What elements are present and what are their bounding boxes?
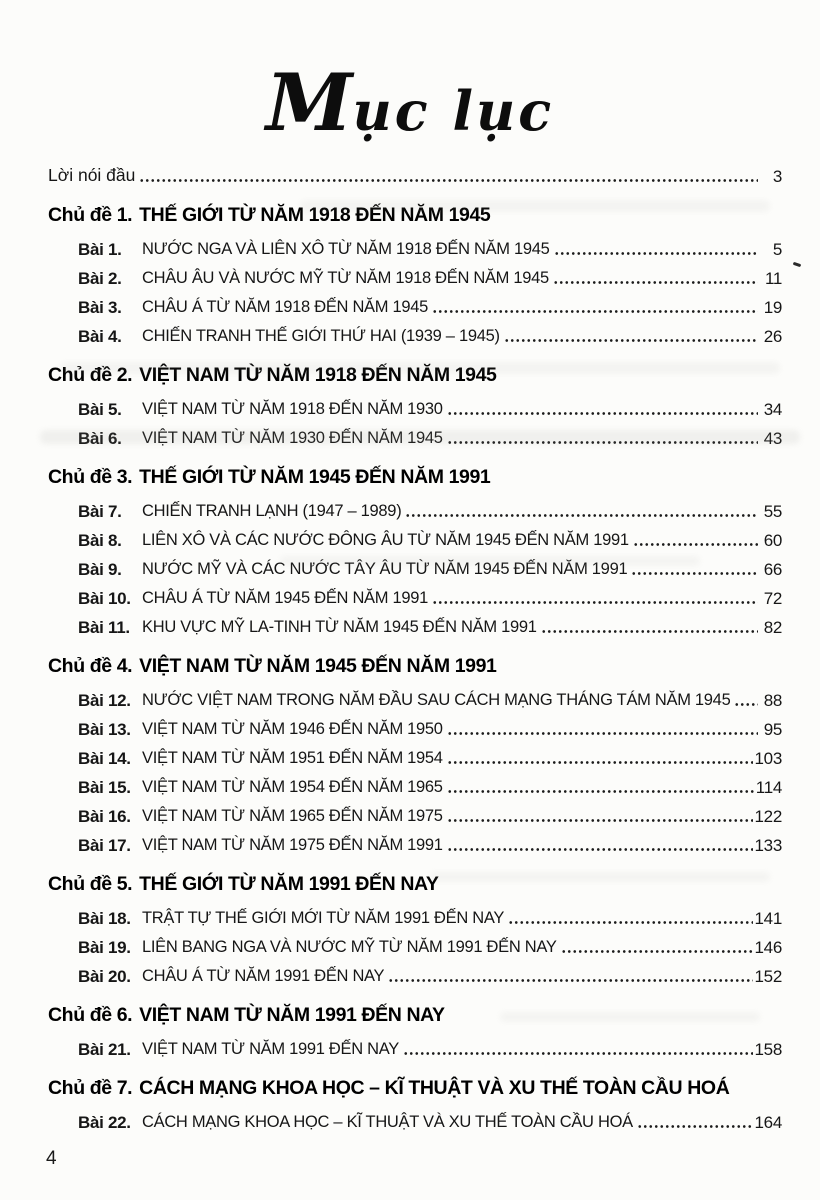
toc-lesson-row <box>48 827 782 856</box>
lesson-number: Bài 20. <box>78 966 131 986</box>
toc-lesson-row <box>48 711 782 740</box>
lesson-title: VIỆT NAM TỪ NĂM 1975 ĐẾN NĂM 1991 <box>142 836 443 855</box>
toc-lesson-row <box>48 318 782 347</box>
chapter-title: THẾ GIỚI TỪ NĂM 1945 ĐẾN NĂM 1991 <box>139 466 491 488</box>
dot-leader <box>447 730 758 736</box>
lesson-page-number: 11 <box>764 268 782 288</box>
lesson-page-number: 66 <box>763 559 782 579</box>
toc-lesson-row <box>48 1031 782 1060</box>
lesson-title: KHU VỰC MỸ LA-TINH TỪ NĂM 1945 ĐẾN NĂM 1991 <box>142 618 537 637</box>
lesson-number: Bài 18. <box>78 908 131 928</box>
lesson-page-number: 26 <box>763 326 782 346</box>
chapter-number: Chủ đề 1. <box>48 204 133 226</box>
toc-chapter-heading <box>48 1073 782 1100</box>
dot-leader <box>637 1123 753 1129</box>
lesson-title: NƯỚC NGA VÀ LIÊN XÔ TỪ NĂM 1918 ĐẾN NĂM 1945 <box>142 240 550 259</box>
lesson-page-number: 103 <box>754 748 782 768</box>
toc-lesson-row <box>48 900 782 929</box>
toc-chapter-heading <box>48 360 782 387</box>
toc-lesson-row <box>48 522 782 551</box>
lesson-title: LIÊN BANG NGA VÀ NƯỚC MỸ TỪ NĂM 1991 ĐẾN NAY <box>142 938 557 957</box>
dot-leader <box>432 308 758 314</box>
toc-chapter-heading <box>48 200 782 227</box>
chapter-title: VIỆT NAM TỪ NĂM 1991 ĐẾN NAY <box>139 1004 445 1026</box>
dot-leader <box>553 279 758 285</box>
dot-leader <box>447 817 753 823</box>
toc-chapter-heading <box>48 1000 782 1027</box>
lesson-title: CHÂU ÂU VÀ NƯỚC MỸ TỪ NĂM 1918 ĐẾN NĂM 1945 <box>142 269 549 288</box>
lesson-page-number: 122 <box>754 806 782 826</box>
toc-chapter-heading <box>48 651 782 678</box>
dot-leader <box>403 1050 753 1056</box>
lesson-number: Bài 6. <box>78 428 122 448</box>
lesson-title: NƯỚC MỸ VÀ CÁC NƯỚC TÂY ÂU TỪ NĂM 1945 ĐẾN NĂM 1991 <box>142 560 628 579</box>
lesson-number: Bài 11. <box>78 617 130 637</box>
lesson-title: CHIẾN TRANH THẾ GIỚI THỨ HAI (1939 – 1945) <box>142 327 500 346</box>
title-block <box>0 0 820 152</box>
chapter-number: Chủ đề 2. <box>48 364 133 386</box>
lesson-number: Bài 16. <box>78 806 131 826</box>
toc-lesson-row <box>48 391 782 420</box>
toc-lesson-row <box>48 798 782 827</box>
lesson-page-number: 158 <box>754 1039 782 1059</box>
toc-lesson-row <box>48 493 782 522</box>
dot-leader <box>139 177 758 183</box>
lesson-number: Bài 12. <box>78 690 131 710</box>
lesson-number: Bài 17. <box>78 835 131 855</box>
dot-leader <box>432 599 758 605</box>
dot-leader <box>405 512 758 518</box>
toc-lesson-row <box>48 260 782 289</box>
lesson-page-number: 152 <box>754 966 782 986</box>
lesson-number: Bài 19. <box>78 937 131 957</box>
toc-chapter-heading <box>48 869 782 896</box>
lesson-title: CHÂU Á TỪ NĂM 1918 ĐẾN NĂM 1945 <box>142 298 429 317</box>
chapter-title: VIỆT NAM TỪ NĂM 1918 ĐẾN NĂM 1945 <box>139 364 497 386</box>
lesson-number: Bài 2. <box>78 268 122 288</box>
chapter-number: Chủ đề 5. <box>48 873 133 895</box>
page-title: Mục lục <box>265 57 555 149</box>
toc-lesson-row <box>48 580 782 609</box>
lesson-number: Bài 22. <box>78 1112 131 1132</box>
lesson-title: VIỆT NAM TỪ NĂM 1954 ĐẾN NĂM 1965 <box>142 778 443 797</box>
preface-label: Lời nói đầu <box>48 165 136 186</box>
toc-lesson-row <box>48 958 782 987</box>
toc-lesson-row <box>48 1104 782 1133</box>
lesson-title: VIỆT NAM TỪ NĂM 1991 ĐẾN NAY <box>142 1040 399 1059</box>
lesson-page-number: 55 <box>763 501 782 521</box>
chapter-title: CÁCH MẠNG KHOA HỌC – KĨ THUẬT VÀ XU THẾ TOÀN CẦU HOÁ <box>139 1077 730 1099</box>
chapter-number: Chủ đề 4. <box>48 655 133 677</box>
lesson-number: Bài 13. <box>78 719 131 739</box>
lesson-title: CHÂU Á TỪ NĂM 1991 ĐẾN NAY <box>142 967 385 986</box>
lesson-page-number: 34 <box>763 399 782 419</box>
preface-page-number: 3 <box>772 166 782 186</box>
chapter-title: THẾ GIỚI TỪ NĂM 1991 ĐẾN NAY <box>139 873 439 895</box>
lesson-title: TRẬT TỰ THẾ GIỚI MỚI TỪ NĂM 1991 ĐẾN NAY <box>142 909 505 928</box>
dot-leader <box>504 337 758 343</box>
lesson-number: Bài 15. <box>78 777 131 797</box>
lesson-page-number: 88 <box>763 690 782 710</box>
chapter-number: Chủ đề 3. <box>48 466 133 488</box>
footer-page-number: 4 <box>46 1148 57 1169</box>
lesson-title: CHÂU Á TỪ NĂM 1945 ĐẾN NĂM 1991 <box>142 589 429 608</box>
toc-lesson-row <box>48 420 782 449</box>
lesson-title: CHIẾN TRANH LẠNH (1947 – 1989) <box>142 502 402 521</box>
lesson-title: CÁCH MẠNG KHOA HỌC – KĨ THUẬT VÀ XU THẾ TOÀN CẦU HOÁ <box>142 1113 633 1132</box>
lesson-page-number: 146 <box>754 937 782 957</box>
toc-lesson-row <box>48 682 782 711</box>
toc-lesson-row <box>48 551 782 580</box>
lesson-number: Bài 1. <box>78 239 122 259</box>
dot-leader <box>631 570 758 576</box>
lesson-page-number: 114 <box>755 777 782 797</box>
lesson-number: Bài 3. <box>78 297 122 317</box>
lesson-number: Bài 21. <box>78 1039 131 1059</box>
toc-lesson-row <box>48 289 782 318</box>
toc-lesson-row <box>48 231 782 260</box>
lesson-title: VIỆT NAM TỪ NĂM 1951 ĐẾN NĂM 1954 <box>142 749 443 768</box>
lesson-page-number: 5 <box>772 239 782 259</box>
lesson-title: VIỆT NAM TỪ NĂM 1946 ĐẾN NĂM 1950 <box>142 720 443 739</box>
lesson-number: Bài 4. <box>78 326 122 346</box>
toc-lesson-row <box>48 740 782 769</box>
lesson-page-number: 60 <box>763 530 782 550</box>
lesson-number: Bài 8. <box>78 530 122 550</box>
lesson-title: VIỆT NAM TỪ NĂM 1965 ĐẾN NĂM 1975 <box>142 807 443 826</box>
dot-leader <box>554 250 758 256</box>
dot-leader <box>447 410 758 416</box>
lesson-page-number: 95 <box>763 719 782 739</box>
lesson-page-number: 141 <box>754 908 782 928</box>
dot-leader <box>541 628 758 634</box>
dot-leader <box>447 759 753 765</box>
lesson-page-number: 82 <box>763 617 782 637</box>
dot-leader <box>734 701 758 707</box>
lesson-page-number: 43 <box>763 428 782 448</box>
lesson-number: Bài 5. <box>78 399 122 419</box>
dot-leader <box>447 439 758 445</box>
lesson-number: Bài 7. <box>78 501 122 521</box>
table-of-contents <box>0 152 820 1133</box>
toc-preface-row <box>48 158 782 187</box>
chapter-title: THẾ GIỚI TỪ NĂM 1918 ĐẾN NĂM 1945 <box>139 204 491 226</box>
lesson-number: Bài 10. <box>78 588 131 608</box>
chapter-number: Chủ đề 6. <box>48 1004 133 1026</box>
chapter-title: VIỆT NAM TỪ NĂM 1945 ĐẾN NĂM 1991 <box>139 655 497 677</box>
lesson-page-number: 72 <box>763 588 782 608</box>
dot-leader <box>561 948 753 954</box>
lesson-title: VIỆT NAM TỪ NĂM 1918 ĐẾN NĂM 1930 <box>142 400 443 419</box>
toc-lesson-row <box>48 929 782 958</box>
dot-leader <box>633 541 758 547</box>
lesson-page-number: 164 <box>754 1112 782 1132</box>
toc-chapter-heading <box>48 462 782 489</box>
lesson-number: Bài 14. <box>78 748 131 768</box>
lesson-title: NƯỚC VIỆT NAM TRONG NĂM ĐẦU SAU CÁCH MẠNG THÁNG TÁM NĂM 1945 <box>142 691 731 710</box>
lesson-number: Bài 9. <box>78 559 122 579</box>
dot-leader <box>447 788 754 794</box>
dot-leader <box>447 846 753 852</box>
lesson-page-number: 133 <box>754 835 782 855</box>
dot-leader <box>508 919 753 925</box>
toc-lesson-row <box>48 769 782 798</box>
lesson-title: VIỆT NAM TỪ NĂM 1930 ĐẾN NĂM 1945 <box>142 429 443 448</box>
chapter-number: Chủ đề 7. <box>48 1077 133 1099</box>
dot-leader <box>388 977 752 983</box>
lesson-page-number: 19 <box>763 297 782 317</box>
toc-lesson-row <box>48 609 782 638</box>
lesson-title: LIÊN XÔ VÀ CÁC NƯỚC ĐÔNG ÂU TỪ NĂM 1945 ĐẾN NĂM 1991 <box>142 531 629 550</box>
